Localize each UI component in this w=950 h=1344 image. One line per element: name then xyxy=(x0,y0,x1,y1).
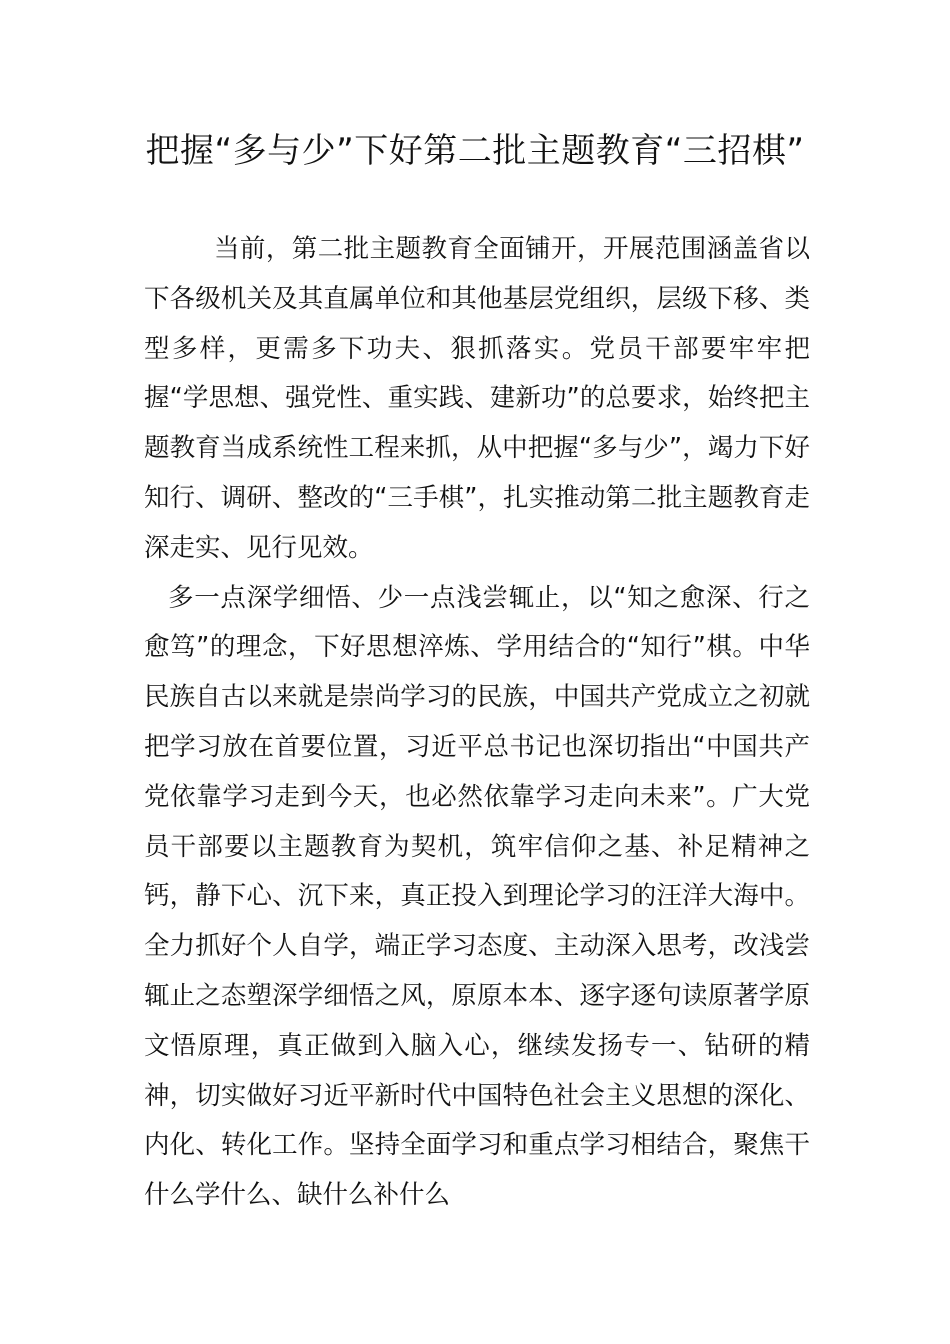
document-body xyxy=(144,225,810,1221)
paragraph-zhixing: 多一点深学细悟、少一点浅尝辄止，以“知之愈深、行之愈笃”的理念，下好思想淬炼、学用结合的“知行”棋。中华民族自古以来就是崇尚学习的民族，中国共产党成立之初就把学习放在首要位置，习近平总书记也深切指出“中国共产党依靠学习走到今天，也必然依靠学习走向未来”。广大党员干部要以主题教育为契机，筑牢信仰之基、补足精神之钙，静下心、沉下来，真正投入到理论学习的汪洋大海中。全力抓好个人自学，端正学习态度、主动深入思考，改浅尝辄止之态塑深学细悟之风，原原本本、逐字逐句读原著学原文悟原理，真正做到入脑入心，继续发扬专一、钻研的精神，切实做好习近平新时代中国特色社会主义思想的深化、内化、转化工作。坚持全面学习和重点学习相结合，聚焦干什么学什么、缺什么补什么 xyxy=(144,582,810,1211)
paragraph-intro: 当前，第二批主题教育全面铺开，开展范围涵盖省以下各级机关及其直属单位和其他基层党组织，层级下移、类型多样，更需多下功夫、狠抓落实。党员干部要牢牢把握“学思想、强党性、重实践、建新功”的总要求，始终把主题教育当成系统性工程来抓，从中把握“多与少”，竭力下好知行、调研、整改的“三手棋”，扎实推动第二批主题教育走深走实、见行见效。 xyxy=(144,234,810,563)
document-title: 把握“多与少”下好第二批主题教育“三招棋” xyxy=(145,131,805,171)
